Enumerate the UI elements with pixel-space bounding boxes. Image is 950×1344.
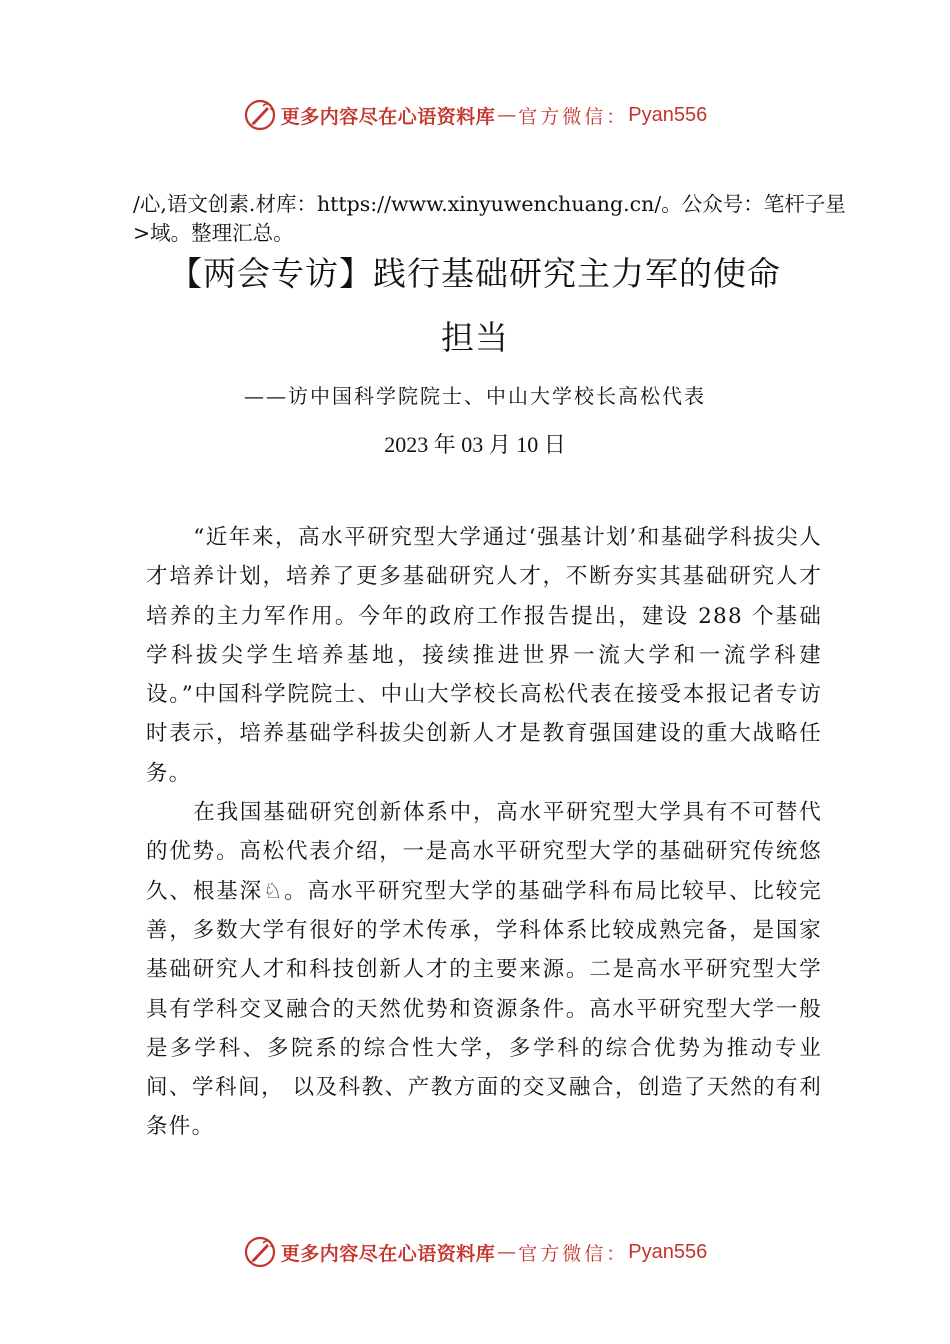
paragraph: 在我国基础研究创新体系中，高水平研究型大学具有不可替代的优势。高松代表介绍，一是高水平研究型大学的基础研究传统悠久、根基深♘。高水平研究型大学的基础学科布局比较早、比较完善，多数大学有很好的学术传承，学科体系比较成熟完备，是国家基础研究人才和科技创新人才的主要来源。二是高水平研究型大学具有学科交叉融合的天然优势和资源条件。高水平研究型大学一般是多学科、多院系的综合性大学，多学科的综合优势为推动专业间、学科间， 以及科教、产教方面的交叉融合，创造了天然的有利条件。 xyxy=(146,800,822,1140)
quill-pen-logo-icon xyxy=(243,98,277,132)
banner-wechat-id: Pyan556 xyxy=(628,103,708,126)
banner-brand-text: 更多内容尽在心语资料库 xyxy=(280,105,496,128)
banner-dash: — xyxy=(497,1241,517,1263)
article-title-line-1: 【两会专访】践行基础研究主力军的使命 xyxy=(169,254,781,293)
banner-wechat-label: 官方微信： xyxy=(518,105,629,128)
banner-wechat-label: 官方微信： xyxy=(518,1242,629,1265)
banner-brand-text: 更多内容尽在心语资料库 xyxy=(280,1242,496,1265)
article-subtitle: ——访中国科学院院士、中山大学校长高松代表 xyxy=(244,384,706,408)
article-title-line-2: 担当 xyxy=(441,318,509,357)
banner-wechat-id: Pyan556 xyxy=(628,1240,708,1263)
article-body xyxy=(146,518,822,1147)
banner-dash: — xyxy=(497,104,517,126)
source-attribution: /心,语文创素.材库：https://www.xinyuwenchuang.cn/。公众号：笔杆子星>域。整理汇总。 xyxy=(133,192,846,245)
paragraph: “近年来，高水平研究型大学通过‘强基计划’和基础学科拔尖人才培养计划，培养了更多基础研究人才，不断夯实其基础研究人才培养的主力军作用。今年的政府工作报告提出，建设 288 个基础学科拔尖学生培养基地，接续推进世界一流大学和一流学科建设。”中国科学院院士、中山大学校长高松代表在接受本报记者专访时表示，培养基础学科拔尖创新人才是教育强国建设的重大战略任务。 xyxy=(146,525,822,786)
header-banner xyxy=(0,95,950,135)
article-date: 2023 年 03 月 10 日 xyxy=(384,432,566,457)
quill-pen-logo-icon xyxy=(243,1235,277,1269)
footer-banner xyxy=(0,1232,950,1272)
